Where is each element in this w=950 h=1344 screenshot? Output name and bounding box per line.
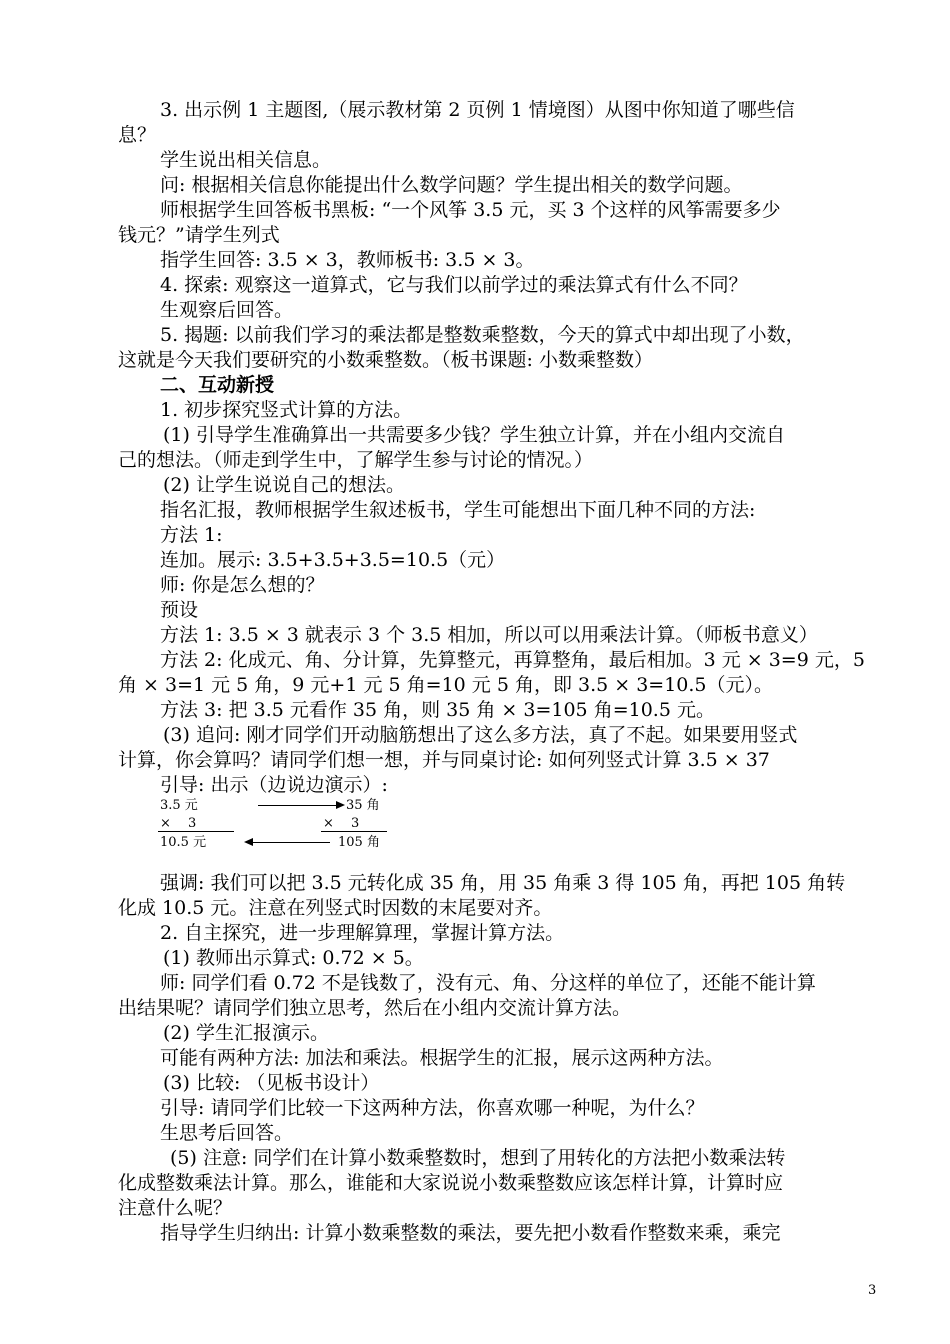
paragraph-line: (2) 让学生说说自己的想法。 xyxy=(163,474,405,496)
paragraph-line: 2. 自主探究，进一步理解算理，掌握计算方法。 xyxy=(160,922,565,944)
paragraph-line: 角 × 3=1 元 5 角，9 元+1 元 5 角=10 元 5 角，即 3.5 × 3=10.5（元）。 xyxy=(118,674,774,696)
paragraph-line: 3. 出示例 1 主题图,（展示教材第 2 页例 1 情境图）从图中你知道了哪些信 xyxy=(160,99,795,121)
paragraph-line: 5. 揭题: 以前我们学习的乘法都是整数乘整数，今天的算式中却出现了小数， xyxy=(160,324,805,346)
paragraph-line: 指名汇报，教师根据学生叙述板书，学生可能想出下面几种不同的方法: xyxy=(160,499,756,521)
paragraph-line: (3) 比较: （见板书设计） xyxy=(163,1072,380,1094)
paragraph-line: 化成 10.5 元。注意在列竖式时因数的末尾要对齐。 xyxy=(118,897,553,919)
paragraph-line: 1. 初步探究竖式计算的方法。 xyxy=(160,399,413,421)
paragraph-line: 出结果呢？请同学们独立思考，然后在小组内交流计算方法。 xyxy=(118,997,632,1019)
paragraph-line: 方法 1: xyxy=(160,524,223,546)
paragraph-line: (5) 注意: 同学们在计算小数乘整数时，想到了用转化的方法把小数乘法转 xyxy=(170,1147,786,1169)
paragraph-line: 指学生回答: 3.5 × 3，教师板书: 3.5 × 3。 xyxy=(160,249,535,271)
paragraph-line: (2) 学生汇报演示。 xyxy=(163,1022,329,1044)
section-heading: 二、互动新授 xyxy=(160,374,275,396)
page-number: 3 xyxy=(868,1283,877,1298)
paragraph-line: 化成整数乘法计算。那么，谁能和大家说说小数乘整数应该怎样计算，计算时应 xyxy=(118,1172,784,1194)
arrow-left-line xyxy=(252,842,330,843)
calc-right-top: 35 角 xyxy=(346,798,380,813)
calc-right-result: 105 角 xyxy=(338,835,380,850)
paragraph-line: 钱元？”请学生列式 xyxy=(118,224,280,246)
paragraph-line: 注意什么呢？ xyxy=(118,1197,233,1219)
paragraph-line: 预设 xyxy=(160,599,199,621)
calc-left-multiplier: × 3 xyxy=(160,816,197,831)
paragraph-line: 引导: 请同学们比较一下这两种方法，你喜欢哪一种呢，为什么？ xyxy=(160,1097,705,1119)
paragraph-line: (3) 追问: 刚才同学们开动脑筋想出了这么多方法，真了不起。如果要用竖式 xyxy=(163,724,798,746)
calc-left-rule xyxy=(158,831,234,832)
paragraph-line: 4. 探索: 观察这一道算式，它与我们以前学过的乘法算式有什么不同？ xyxy=(160,274,748,296)
paragraph-line: 方法 3: 把 3.5 元看作 35 角，则 35 角 × 3=105 角=10.5 元。 xyxy=(160,699,715,721)
paragraph-line: 息？ xyxy=(118,124,157,146)
paragraph-line: 计算，你会算吗？请同学们想一想，并与同桌讨论: 如何列竖式计算 3.5 × 37 xyxy=(118,749,770,771)
paragraph-line: 生思考后回答。 xyxy=(160,1122,294,1144)
paragraph-line: 师根据学生回答板书黑板: “一个风筝 3.5 元，买 3 个这样的风筝需要多少 xyxy=(160,199,781,221)
paragraph-line: 学生说出相关信息。 xyxy=(160,149,332,171)
paragraph-line: 可能有两种方法: 加法和乘法。根据学生的汇报，展示这两种方法。 xyxy=(160,1047,724,1069)
paragraph-line: 方法 1: 3.5 × 3 就表示 3 个 3.5 相加，所以可以用乘法计算。（师板书意义） xyxy=(160,624,818,646)
paragraph-line: 这就是今天我们要研究的小数乘整数。（板书课题: 小数乘整数） xyxy=(118,349,653,371)
paragraph-line: (1) 教师出示算式: 0.72 × 5。 xyxy=(163,947,424,969)
calc-left-result: 10.5 元 xyxy=(160,835,207,850)
paragraph-line: 师: 同学们看 0.72 不是钱数了，没有元、角、分这样的单位了，还能不能计算 xyxy=(160,972,816,994)
paragraph-line: 连加。展示: 3.5+3.5+3.5=10.5（元） xyxy=(160,549,506,571)
arrow-right-icon xyxy=(336,801,345,809)
calc-right-rule xyxy=(321,831,387,832)
arrow-left-icon xyxy=(244,838,253,846)
calc-left-top: 3.5 元 xyxy=(160,798,198,813)
paragraph-line: 问: 根据相关信息你能提出什么数学问题？学生提出相关的数学问题。 xyxy=(160,174,743,196)
paragraph-line: 引导: 出示（边说边演示）: xyxy=(160,774,388,796)
paragraph-line: (1) 引导学生准确算出一共需要多少钱？学生独立计算，并在小组内交流自 xyxy=(163,424,785,446)
paragraph-line: 己的想法。（师走到学生中，了解学生参与讨论的情况。） xyxy=(118,449,594,471)
paragraph-line: 方法 2: 化成元、角、分计算，先算整元，再算整角，最后相加。3 元 × 3=9 元，5 xyxy=(160,649,865,671)
arrow-right-line xyxy=(258,805,338,806)
paragraph-line: 生观察后回答。 xyxy=(160,299,294,321)
paragraph-line: 师: 你是怎么想的？ xyxy=(160,574,325,596)
paragraph-line: 指导学生归纳出: 计算小数乘整数的乘法，要先把小数看作整数来乘，乘完 xyxy=(160,1222,781,1244)
calc-right-multiplier: × 3 xyxy=(323,816,360,831)
paragraph-line: 强调: 我们可以把 3.5 元转化成 35 角，用 35 角乘 3 得 105 角，再把 105 角转 xyxy=(160,872,846,894)
